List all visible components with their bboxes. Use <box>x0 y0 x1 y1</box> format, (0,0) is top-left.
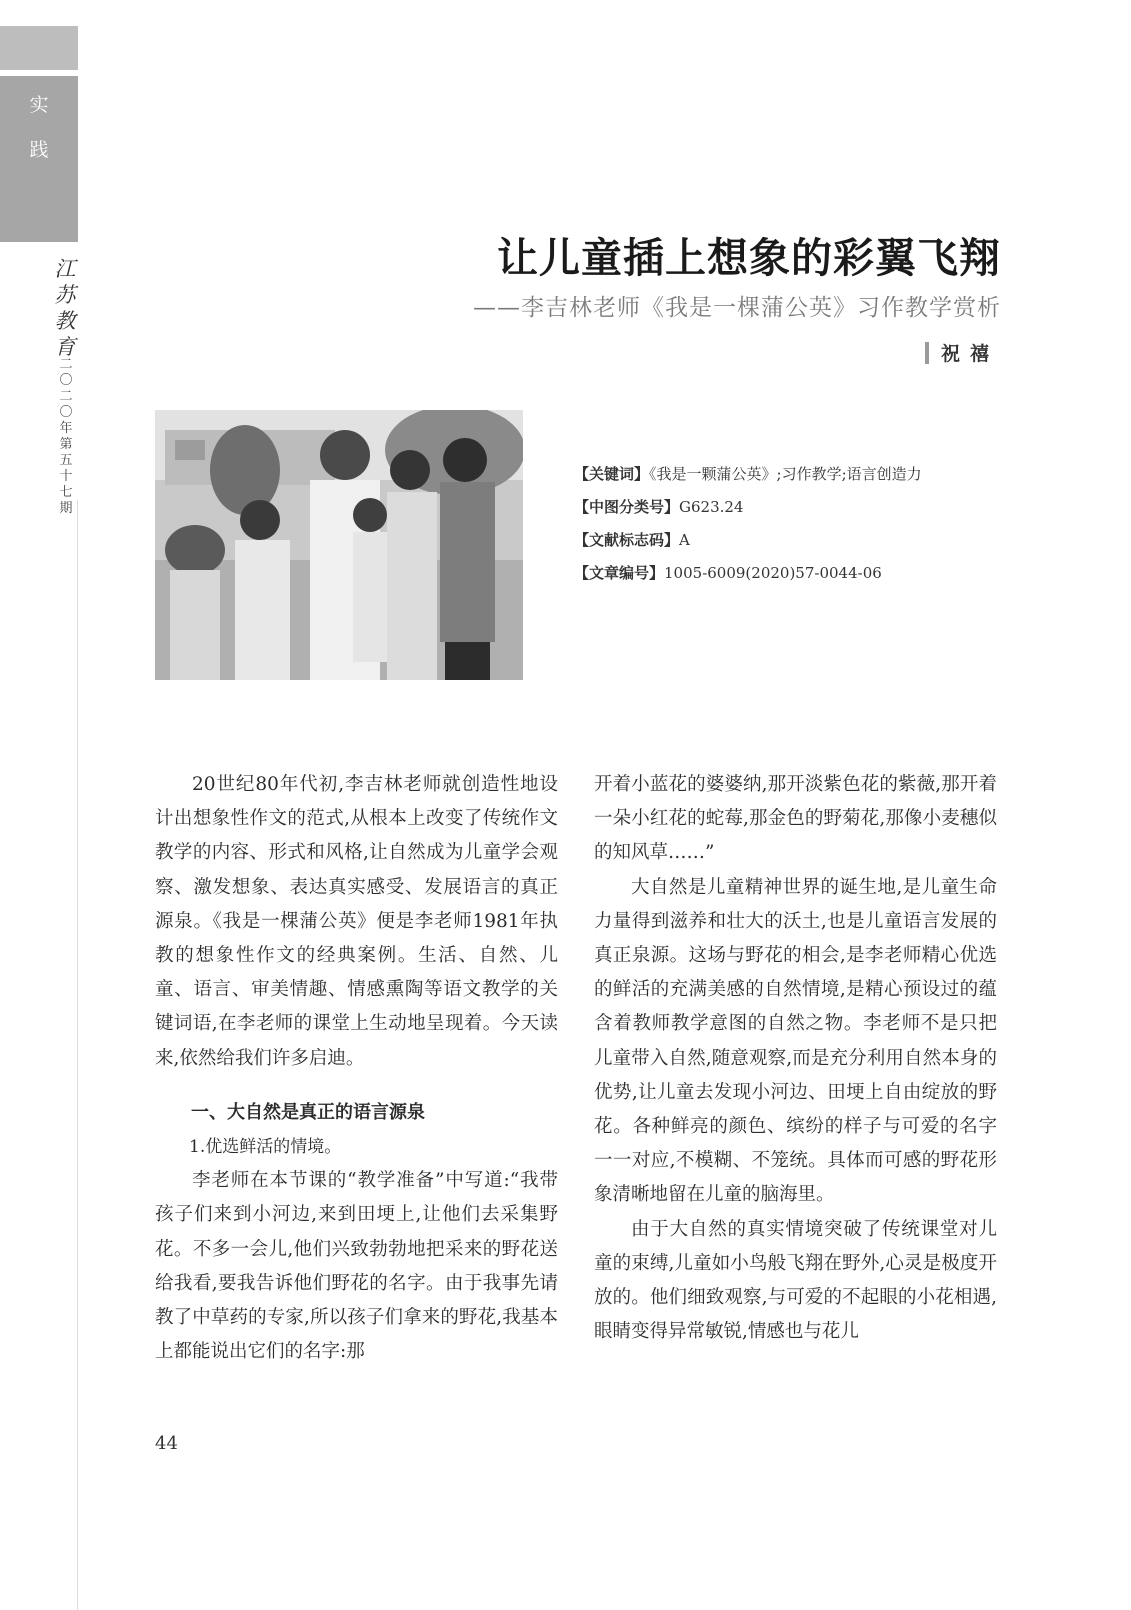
section-label-char-1: 实 <box>29 94 49 116</box>
body-paragraph: 20世纪80年代初,李吉林老师就创造性地设计出想象性作文的范式,从根本上改变了传统作文教学的内容、形式和风格,让自然成为儿童学会观察、激发想象、表达真实感受、发展语言的真正源泉。《我是一棵蒲公英》便是李老师1981年执教的想象性作文的经典案例。生活、自然、儿童、语言、审美情趣、情感熏陶等语文教学的关键词语,在李老师的课堂上生动地呈现着。今天读来,依然给我们许多启迪。 <box>155 774 558 1069</box>
section-label-char-2: 践 <box>29 139 49 161</box>
article-number-value: 1005-6009(2020)57-0044-06 <box>664 564 882 582</box>
article-number-label: 【文章编号】 <box>574 564 665 582</box>
body-paragraph: 李老师在本节课的“教学准备”中写道:“我带孩子们来到小河边,来到田埂上,让他们去采集野花。不多一会儿,他们兴致勃勃地把采来的野花送给我看,要我告诉他们野花的名字。由于我事先请教了中草药的专家,所以孩子们拿来的野花,我基本上都能说出它们的名字:那 <box>155 1170 558 1363</box>
doc-code-row <box>574 524 1014 557</box>
doc-code-value: A <box>679 531 690 549</box>
clc-value: G623.24 <box>679 498 744 516</box>
subsection-heading: 1.优选鲜活的情境。 <box>189 1137 342 1158</box>
article-metadata <box>574 458 1014 590</box>
clc-label: 【中图分类号】 <box>574 498 680 516</box>
keywords-row <box>574 458 1014 491</box>
margin-rule <box>77 500 78 1610</box>
body-column-right <box>594 768 997 1349</box>
section-heading: 一、大自然是真正的语言源泉 <box>191 1101 425 1123</box>
body-column-left <box>155 768 558 1369</box>
page-number: 44 <box>155 1433 178 1454</box>
author-marker <box>925 342 929 364</box>
journal-name: 江苏教育 <box>54 257 76 359</box>
photo-illustration <box>155 410 523 680</box>
keywords-label: 【关键词】 <box>574 465 650 483</box>
classroom-photo <box>155 410 523 680</box>
doc-code-label: 【文献标志码】 <box>574 531 680 549</box>
article-title: 让儿童插上想象的彩翼飞翔 <box>497 234 1001 282</box>
author-name: 祝禧 <box>940 343 999 365</box>
body-paragraph: 由于大自然的真实情境突破了传统课堂对儿童的束缚,儿童如小鸟般飞翔在野外,心灵是极度开放的。他们细致观察,与可爱的不起眼的小花相遇,眼睛变得异常敏锐,情感也与花儿 <box>594 1218 997 1343</box>
clc-row <box>574 491 1014 524</box>
body-paragraph-continued: 开着小蓝花的婆婆纳,那开淡紫色花的紫薇,那开着一朵小红花的蛇莓,那金色的野菊花,那像小麦穗似的知风草……” <box>594 774 997 864</box>
keywords-value: 《我是一颗蒲公英》;习作教学;语言创造力 <box>649 465 922 483</box>
article-subtitle: ——李吉林老师《我是一棵蒲公英》习作教学赏析 <box>473 295 1001 321</box>
article-number-row <box>574 557 1014 590</box>
body-paragraph: 大自然是儿童精神世界的诞生地,是儿童生命力量得到滋养和壮大的沃土,也是儿童语言发展的真正泉源。这场与野花的相会,是李老师精心优选的鲜活的充满美感的自然情境,是精心预设过的蕴含着教师教学意图的自然之物。李老师不是只把儿童带入自然,随意观察,而是充分利用自然本身的优势,让儿童去发现小河边、田埂上自由绽放的野花。各种鲜亮的颜色、缤纷的样子与可爱的名字一一对应,不模糊、不笼统。具体而可感的野花形象清晰地留在儿童的脑海里。 <box>594 876 997 1206</box>
issue-label: 二〇二〇年第五十七期 <box>59 357 73 516</box>
section-tab-light <box>0 26 78 70</box>
